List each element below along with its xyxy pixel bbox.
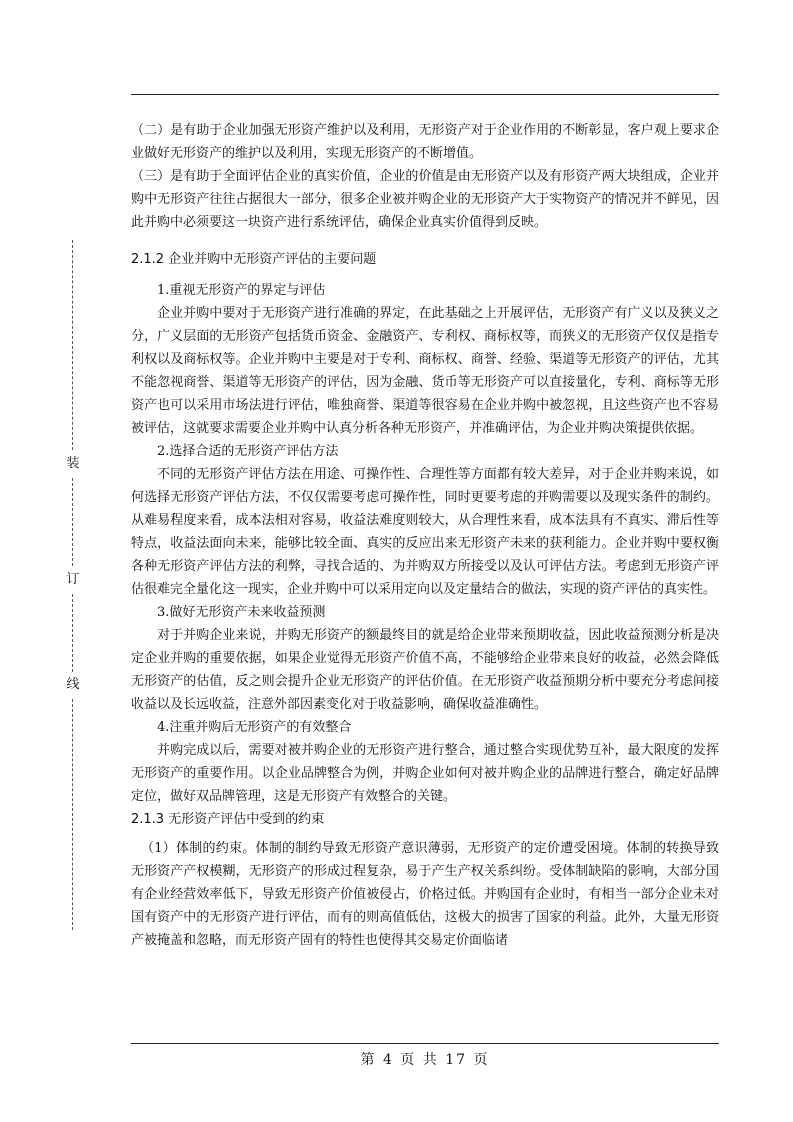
paragraph-definition: 企业并购中要对于无形资产进行准确的界定，在此基础之上开展评估，无形资产有广义以及狭义之分，广义层面的无形资产包括货币资金、金融资产、专利权、商标权等，而狭义的无形资产仅仅是指专利权以及商标权等。企业并购中主要是对于专利、商标权、商誉、经验、渠道等无形资产的评估，尤其不能忽视商誉、渠道等无形资产的评估，因为金融、货币等无形资产可以直接量化，专利、商标等无形资产也可以采用市场法进行评估，唯独商誉、渠道等很容易在企业并购中被忽视，且这些资产也不容易被评估，这就要求需要企业并购中认真分析各种无形资产，并准确评估，为企业并购决策提供依据。: [131, 306, 719, 436]
paragraph-constraints: （1）体制的约束。体制的制约导致无形资产意识薄弱，无形资产的定价遭受困境。体制的转换导致无形资产产权模糊，无形资产的形成过程复杂，易于产生产权关系纠纷。受体制缺陷的影响，大部分国有企业经营效率低下，导致无形资产价值被侵占，价格过低。并购国有企业时，有相当一部分企业未对国有资产中的无形资产进行评估，而有的则高值低估，这极大的损害了国家的利益。此外，大量无形资产被掩盖和忽略，而无形资产固有的特性也使得其交易定价面临诸: [131, 841, 719, 948]
paragraph-methods: 不同的无形资产评估方法在用途、可操作性、合理性等方面都有较大差异，对于企业并购来说，如何选择无形资产评估方法，不仅仅需要考虑可操作性，同时更要考虑的并购需要以及现实条件的制约。从难易程度来看，成本法相对容易，收益法难度则较大，从合理性来看，成本法具有不真实、滞后性等特点，收益法面向未来，能够比较全面、真实的反应出来无形资产未来的获利能力。企业并购中要权衡各种无形资产评估方法的利弊，寻找合适的、为并购双方所接受以及认可评估方法。考虑到无形资产评估很难完全量化这一现实，企业并购中可以采用定向以及定量结合的做法，实现的资产评估的真实性。: [131, 467, 719, 597]
binding-char-ding: 订: [66, 572, 80, 587]
subheading-1: 1.重视无形资产的界定与评估: [157, 283, 326, 298]
binding-char-zhuang: 装: [66, 456, 80, 471]
paragraph-forecast: 对于并购企业来说，并购无形资产的额最终目的就是给企业带来预期收益，因此收益预测分析是决定企业并购的重要依据，如果企业觉得无形资产价值不高，不能够给企业带来良好的收益，必然会降低无形资产的估值，反之则会提升企业无形资产的评估价值。在无形资产收益预期分析中要充分考虑间接收益以及长远收益，注意外部因素变化对于收益影响，确保收益准确性。: [131, 628, 719, 712]
binding-dashed-line: [72, 478, 73, 566]
paragraph-benefit-3: （三）是有助于全面评估企业的真实价值，企业的价值是由无形资产以及有形资产两大块组成，企业并购中无形资产往往占据很大一部分，很多企业被并购企业的无形资产大于实物资产的情况并不鲜见，因此并购中必须要这一块资产进行系统评估，确保企业真实价值得到反映。: [131, 169, 719, 230]
subheading-2: 2.选择合适的无形资产评估方法: [157, 444, 339, 459]
binding-char-xian: 线: [66, 677, 80, 692]
paragraph-benefit-2: （二）是有助于企业加强无形资产维护以及利用，无形资产对于企业作用的不断彰显，客户观上要求企业做好无形资产的维护以及利用，实现无形资产的不断增值。: [131, 123, 719, 161]
paragraph-integration: 并购完成以后，需要对被并购企业的无形资产进行整合，通过整合实现优势互补，最大限度的发挥无形资产的重要作用。以企业品牌整合为例，并购企业如何对被并购企业的品牌进行整合，确定好品牌定位，做好双品牌管理，这是无形资产有效整合的关键。: [131, 743, 719, 804]
footer-rule: [131, 1043, 719, 1044]
page-number: 第 4 页 共 17 页: [360, 1052, 490, 1068]
section-heading-2-1-2: 2.1.2 企业并购中无形资产评估的主要问题: [131, 252, 377, 267]
header-rule: [131, 94, 719, 95]
binding-margin: [66, 240, 80, 930]
binding-dashed-line: [72, 594, 73, 672]
binding-dashed-line: [72, 240, 73, 450]
subheading-3: 3.做好无形资产未来收益预测: [157, 605, 326, 620]
subheading-4: 4.注重并购后无形资产的有效整合: [157, 720, 352, 735]
binding-dashed-line: [72, 699, 73, 930]
page-content: [131, 119, 719, 952]
section-heading-2-1-3: 2.1.3 无形资产评估中受到的约束: [131, 812, 325, 827]
